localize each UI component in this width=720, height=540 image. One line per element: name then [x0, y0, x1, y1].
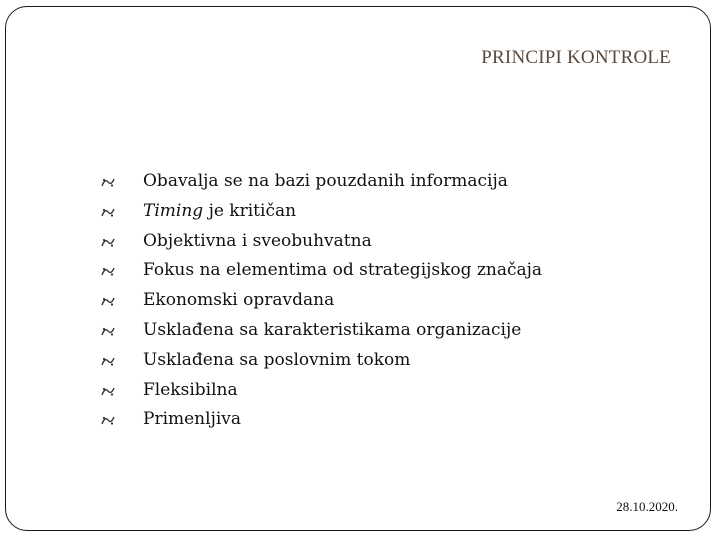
bullet-text: Usklađena sa karakteristikama organizacije [143, 319, 522, 340]
slide-date: 28.10.2020. [616, 499, 678, 514]
bullet-text: Fleksibilna [143, 379, 238, 400]
reference-mark-icon [99, 346, 119, 376]
reference-mark-icon [99, 405, 119, 435]
reference-mark-icon [99, 197, 119, 227]
reference-mark-icon [99, 227, 119, 257]
bullet-text-rest: je kritičan [203, 200, 297, 221]
reference-mark-icon [99, 316, 119, 346]
reference-mark-icon [99, 167, 119, 197]
bullet-text [143, 197, 296, 227]
bullet-text: Usklađena sa poslovnim tokom [143, 349, 411, 370]
bullet-emphasis: Timing [143, 200, 204, 221]
reference-mark-icon [99, 376, 119, 406]
reference-mark-icon [99, 256, 119, 286]
slide-title: PRINCIPI KONTROLE [481, 47, 671, 68]
bullet-text: Obavalja se na bazi pouzdanih informacija [143, 171, 508, 191]
bullet-text: Ekonomski opravdana [143, 290, 335, 311]
bullet-text: Primenljiva [143, 409, 242, 430]
bullet-text: Objektivna i sveobuhvatna [143, 230, 372, 251]
bullet-text: Fokus na elementima od strategijskog značaja [143, 260, 543, 281]
reference-mark-icon [99, 286, 119, 316]
